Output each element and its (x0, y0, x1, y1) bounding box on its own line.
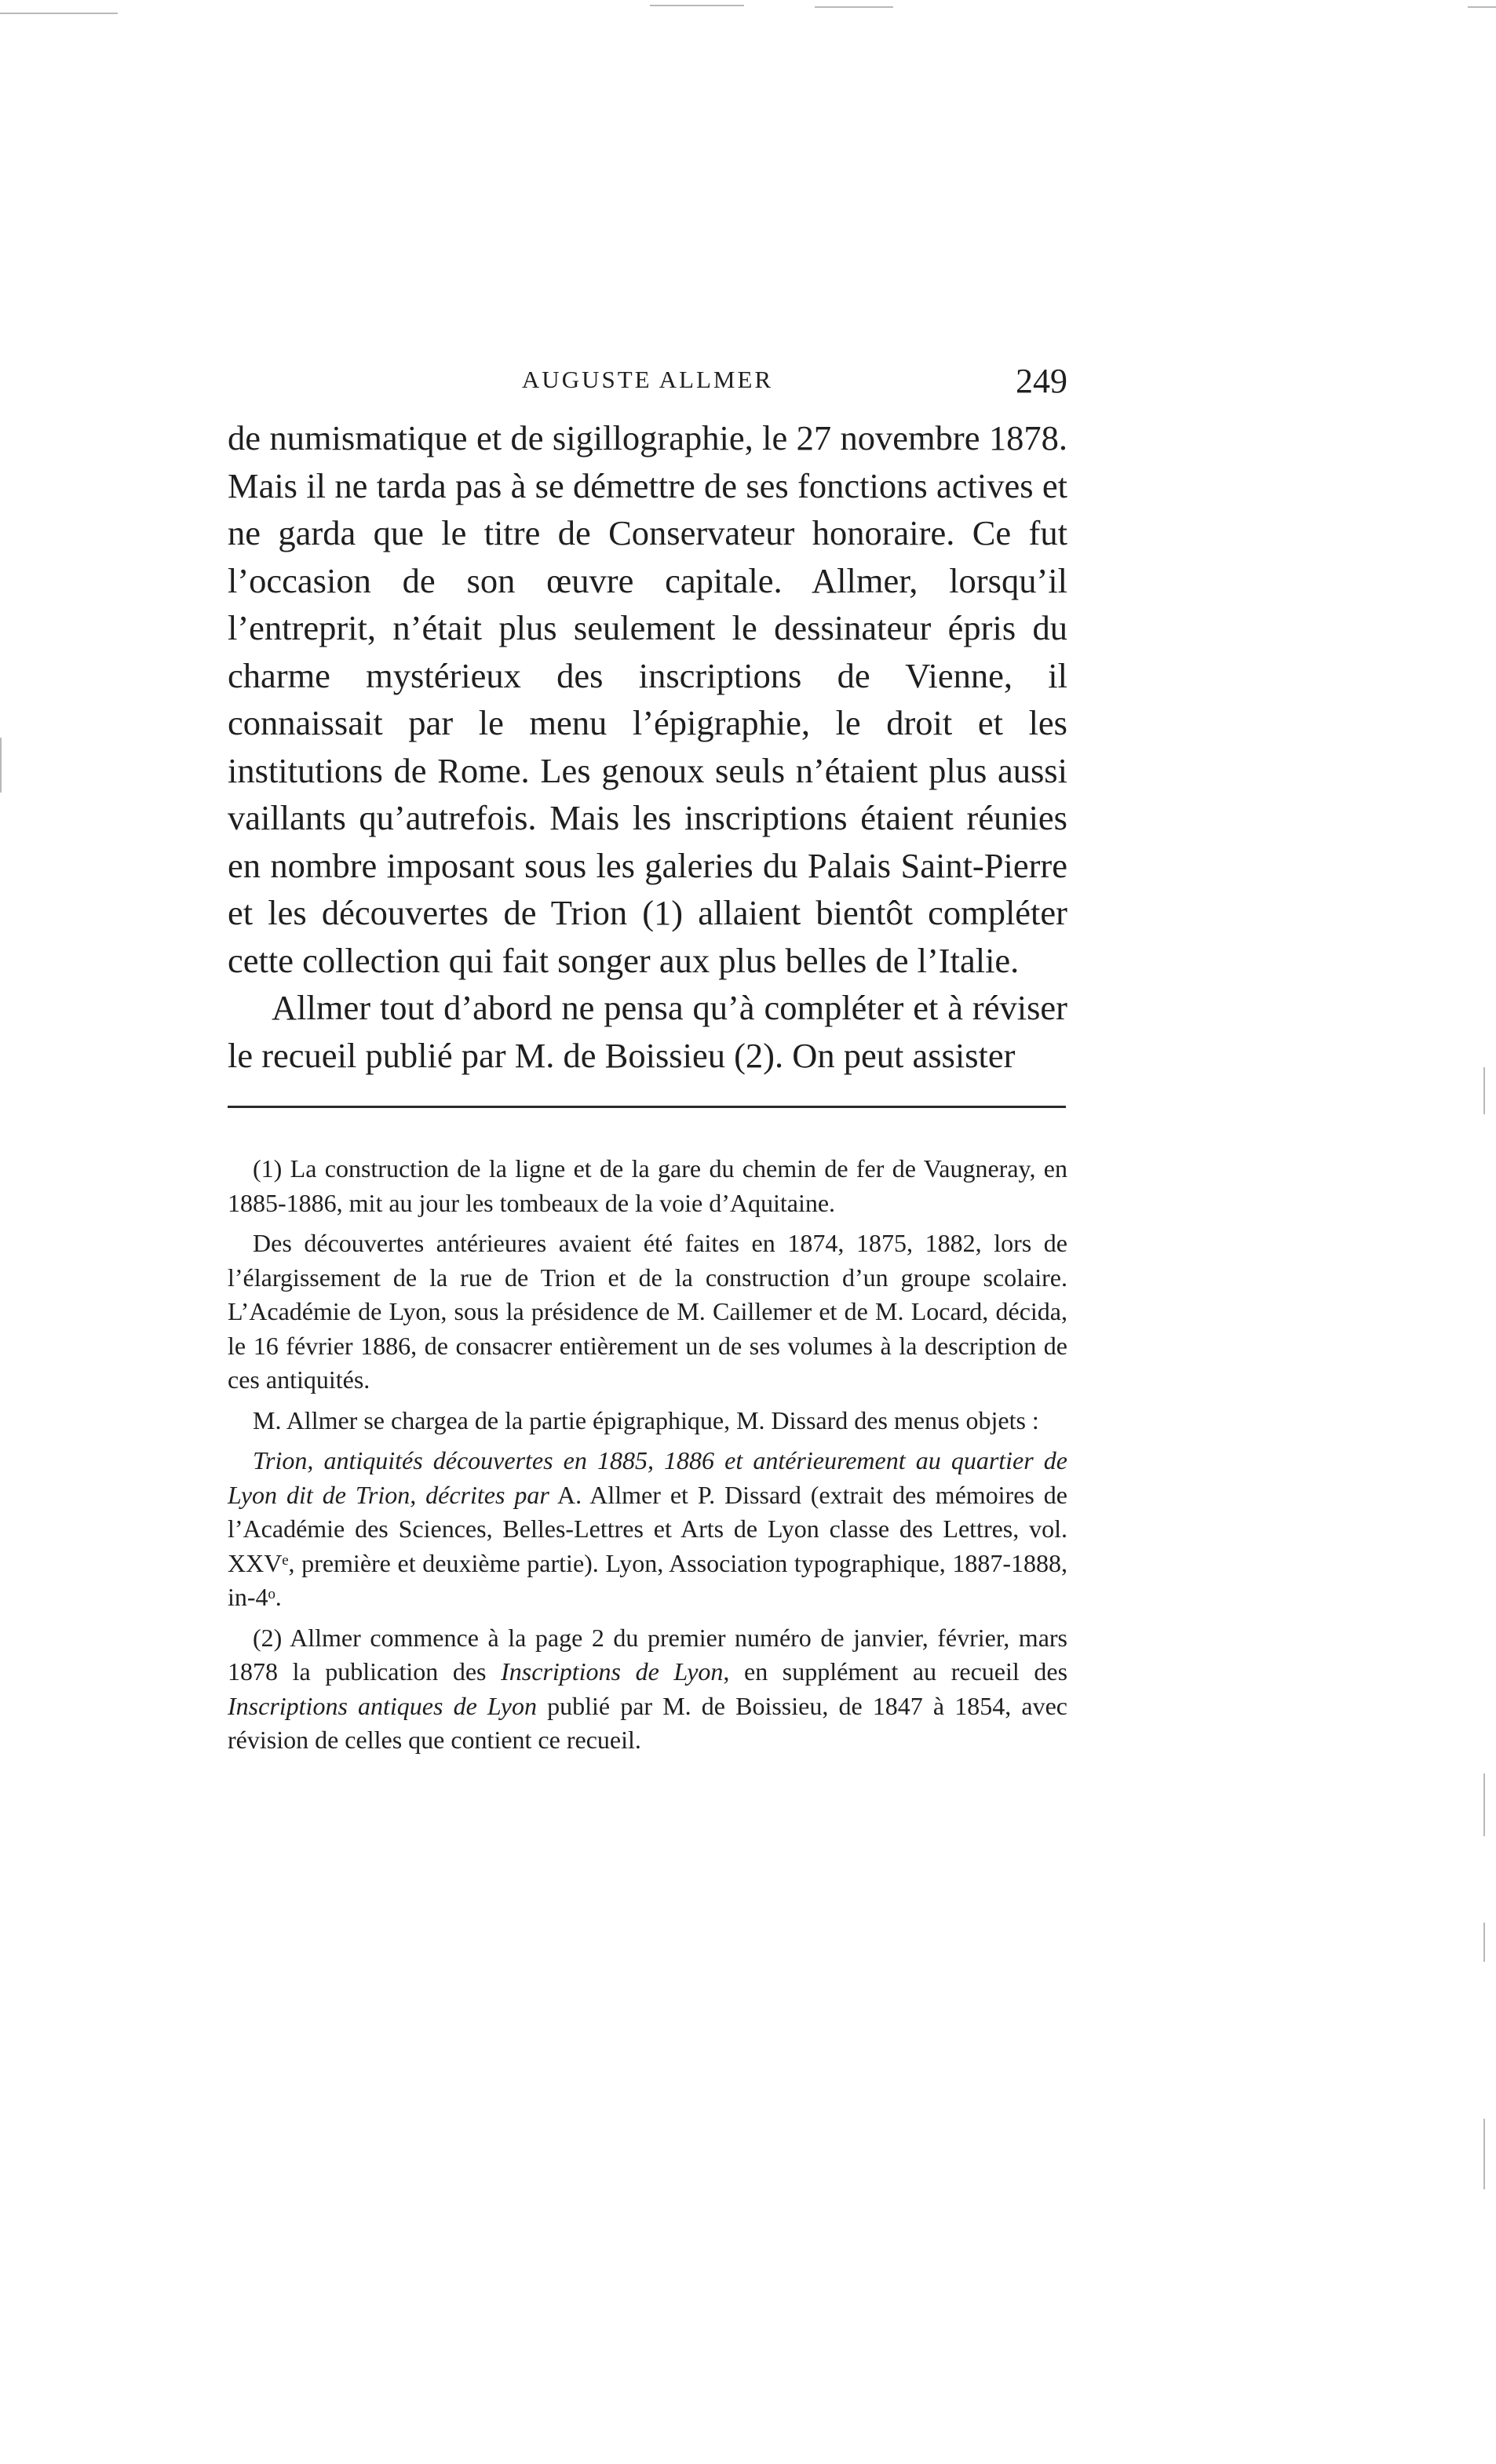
scan-artifact (815, 6, 893, 8)
page-number: 249 (1016, 362, 1067, 400)
paragraph: Allmer tout d’abord ne pensa qu’à compléter et à réviser le recueil publié par M. de Boissieu (2). On peut assister (228, 988, 1067, 1075)
running-header (228, 361, 1067, 408)
scan-artifact (1483, 1923, 1485, 1962)
citation-title: Trion, antiquités découvertes en 1885, 1886 et antérieurement au quartier de Lyon dit de Trion, décrites par (228, 1446, 1067, 1509)
footnote-1-continued: M. Allmer se chargea de la partie épigraphique, M. Dissard des menus objets : (253, 1405, 1039, 1434)
scan-artifact (0, 738, 2, 793)
running-title: AUGUSTE ALLMER (521, 366, 774, 393)
work-title: Inscriptions de Lyon (501, 1657, 724, 1686)
scan-artifact (0, 13, 118, 14)
scan-artifact (1468, 6, 1496, 8)
footnote-text: , en supplément au recueil des (723, 1657, 1068, 1686)
footnote-1: (1) La construction de la ligne et de la gare du chemin de fer de Vaugneray, en 1885-1886, mit au jour les tombeaux de la voie d’Aquitaine. (228, 1154, 1067, 1217)
footnotes (228, 1152, 1067, 1764)
work-title: Inscriptions antiques de Lyon (228, 1691, 537, 1720)
footnote-divider (228, 1106, 1066, 1108)
footnote-text: publié par M. de Boissieu, de 1847 à 1854, avec révision de celles que contient ce recueil. (228, 1691, 1068, 1754)
scan-artifact (1483, 1773, 1485, 1836)
footnote-1-citation (228, 1444, 1067, 1615)
scan-artifact (1483, 1067, 1485, 1114)
footnote-2 (228, 1621, 1067, 1758)
footnote-1-continued: Des découvertes antérieures avaient été faites en 1874, 1875, 1882, lors de l’élargissement de la rue de Trion et de la construction d’un groupe scolaire. L’Académie de Lyon, sous la présidence de M. Caillemer et de M. Locard, décida, le 16 février 1886, de consacrer entièrement un de ses volumes à la description de ces antiquités. (228, 1229, 1067, 1394)
citation-details: A. Allmer et P. Dissard (extrait des mémoires de l’Académie des Sciences, Belles-Lettres et Arts de Lyon classe des Lettres, vol. XXVᵉ, première et deuxième partie). Lyon, Association typographique, 1887-1888, in-4ᵒ. (228, 1480, 1068, 1611)
scan-artifact (1483, 2119, 1485, 2189)
paragraph: de numismatique et de sigillographie, le 27 novembre 1878. Mais il ne tarda pas à se démettre de ses fonctions actives et ne garda que le titre de Conservateur honoraire. Ce fut l’occasion de son œuvre capitale. Allmer, lorsqu’il l’entreprit, n’était plus seulement le dessinateur épris du charme mystérieux des inscriptions de Vienne, il connaissait par le menu l’épigraphie, le droit et les institutions de Rome. Les genoux seuls n’étaient plus aussi vaillants qu’autrefois. Mais les inscriptions étaient réunies en nombre imposant sous les galeries du Palais Saint-Pierre et les découvertes de Trion (1) allaient bientôt compléter cette collection qui fait songer aux plus belles de l’Italie. (228, 418, 1067, 980)
scan-artifact (650, 5, 744, 6)
footnote-text: (2) Allmer commence à la page 2 du premier numéro de janvier, février, mars 1878 la publication des (228, 1623, 1067, 1686)
body-text (228, 414, 1067, 1079)
